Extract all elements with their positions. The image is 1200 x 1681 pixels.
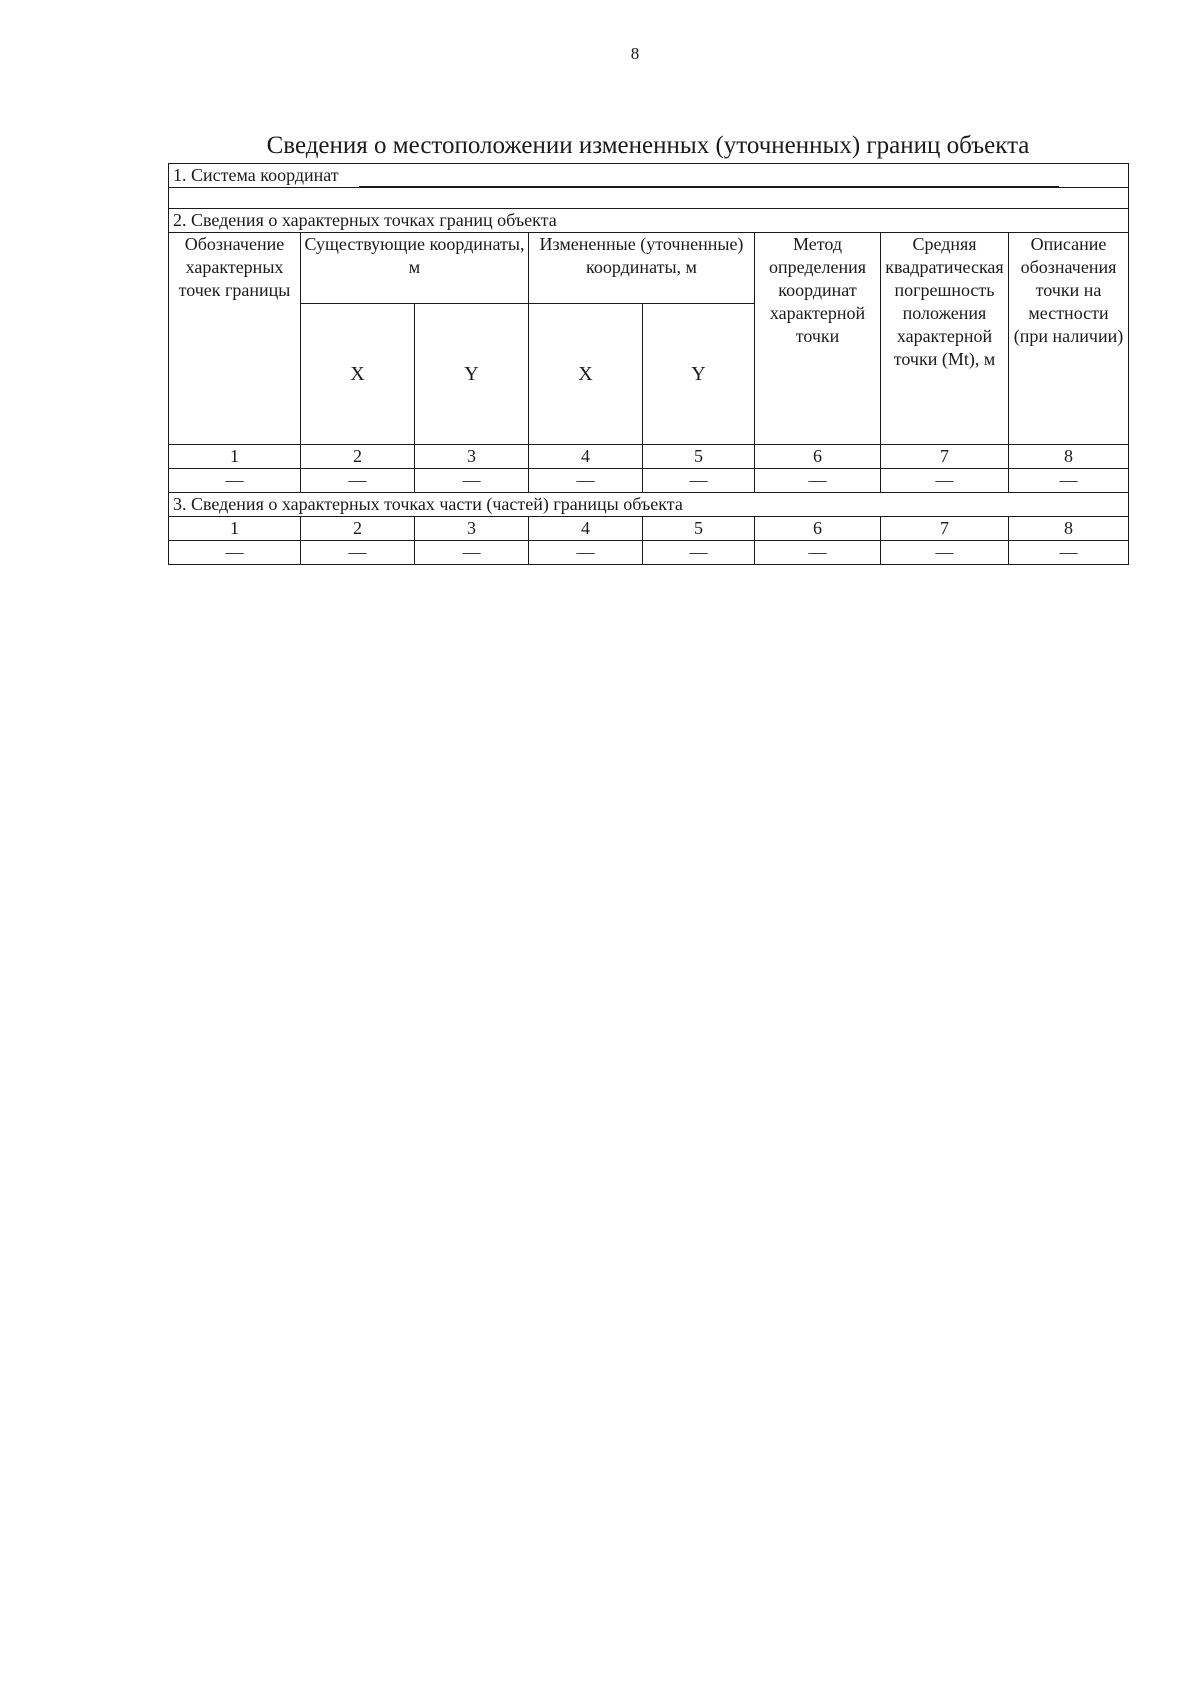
column-number: 5: [643, 445, 755, 469]
header-row-1: [169, 233, 1129, 304]
column-number: 8: [1009, 445, 1129, 469]
table-cell: —: [643, 469, 755, 493]
column-number: 6: [755, 517, 881, 541]
header-existing-coordinates: Существующие координаты, м: [301, 233, 529, 304]
table-cell: —: [881, 469, 1009, 493]
header-method: Метод определения координат характерной точки: [755, 233, 881, 445]
table-cell: —: [301, 541, 415, 565]
column-number: 7: [881, 445, 1009, 469]
section3-column-numbers: [169, 517, 1129, 541]
table-cell: —: [301, 469, 415, 493]
column-number: 3: [415, 445, 529, 469]
section2-title-row: [169, 209, 1129, 233]
table-cell: —: [415, 541, 529, 565]
table-cell: —: [881, 541, 1009, 565]
coordinate-system-blank-row: [169, 188, 1129, 209]
column-number: 6: [755, 445, 881, 469]
table-cell: —: [169, 469, 301, 493]
table-cell: —: [529, 541, 643, 565]
column-number: 4: [529, 445, 643, 469]
column-number: 1: [169, 517, 301, 541]
section3-title-row: [169, 493, 1129, 517]
boundary-points-table: [168, 163, 1129, 565]
column-number: 2: [301, 445, 415, 469]
column-number: 7: [881, 517, 1009, 541]
table-cell: —: [415, 469, 529, 493]
table-row: [169, 469, 1129, 493]
column-number: 2: [301, 517, 415, 541]
table-cell: —: [169, 541, 301, 565]
column-number: 3: [415, 517, 529, 541]
header-point-designation: Обозначение характерных точек границы: [169, 233, 301, 445]
coordinate-system-label: 1. Система координат: [173, 165, 339, 185]
table-cell: —: [1009, 541, 1129, 565]
header-mean-error: Средняя квадратическая погрешность положения характерной точки (Mt), м: [881, 233, 1009, 445]
column-number: 5: [643, 517, 755, 541]
section3-title: 3. Сведения о характерных точках части (частей) границы объекта: [169, 493, 1129, 517]
table-cell: —: [643, 541, 755, 565]
section2-column-numbers: [169, 445, 1129, 469]
page-number: 8: [630, 44, 640, 63]
table-cell: —: [1009, 469, 1129, 493]
header-changed-y: Y: [643, 304, 755, 445]
header-changed-x: X: [529, 304, 643, 445]
table-row: [169, 541, 1129, 565]
table-cell: —: [755, 541, 881, 565]
table-cell: —: [529, 469, 643, 493]
header-changed-coordinates: Измененные (уточненные) координаты, м: [529, 233, 755, 304]
section2-title: 2. Сведения о характерных точках границ объекта: [169, 209, 1129, 233]
header-existing-x: X: [301, 304, 415, 445]
column-number: 8: [1009, 517, 1129, 541]
header-existing-y: Y: [415, 304, 529, 445]
column-number: 4: [529, 517, 643, 541]
column-number: 1: [169, 445, 301, 469]
table-cell: —: [755, 469, 881, 493]
coordinate-system-field[interactable]: [359, 170, 1059, 187]
document-title: Сведения о местоположении измененных (уточненных) границ объекта: [266, 132, 1030, 159]
header-point-description: Описание обозначения точки на местности (при наличии): [1009, 233, 1129, 445]
coordinate-system-row: [169, 164, 1129, 188]
